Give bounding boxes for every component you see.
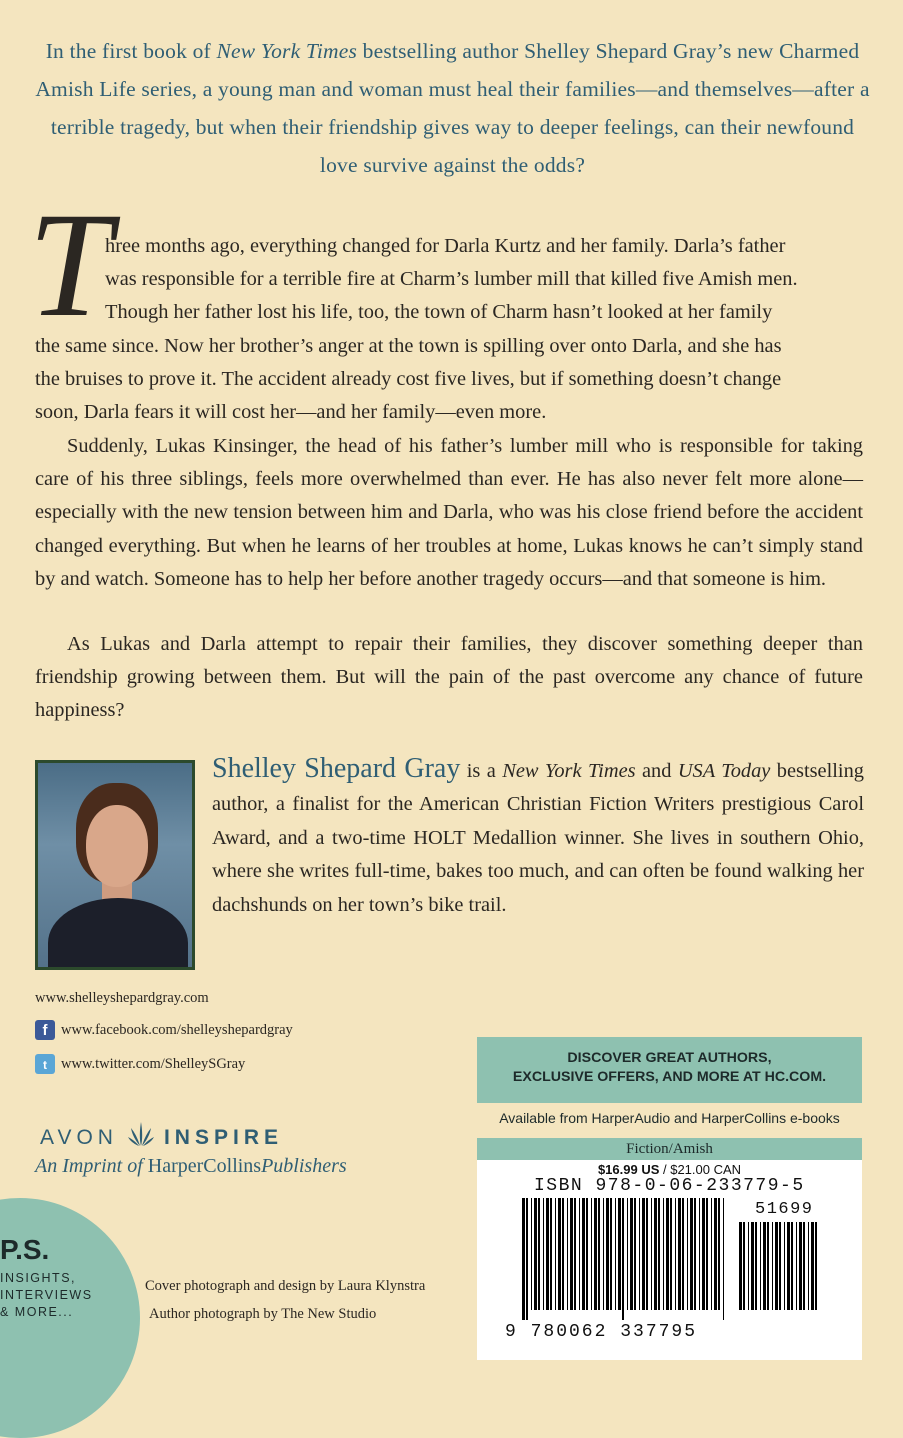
twitter-row xyxy=(35,1054,293,1074)
barcode-bar xyxy=(811,1222,814,1310)
drop-cap: T xyxy=(28,182,112,348)
barcode-bar xyxy=(763,1222,766,1310)
barcode-bar xyxy=(743,1222,745,1310)
barcode-bar xyxy=(615,1198,616,1310)
barcode-bar xyxy=(687,1198,688,1310)
avon-wordmark: AVON xyxy=(40,1125,118,1149)
bio-usa-today: USA Today xyxy=(677,760,771,782)
ps-line: & MORE... xyxy=(0,1305,74,1319)
twitter-icon: t xyxy=(35,1054,55,1074)
facebook-icon: f xyxy=(35,1020,55,1040)
barcode-bar xyxy=(579,1198,580,1310)
barcode-bar xyxy=(630,1198,633,1310)
barcode-bar xyxy=(755,1222,757,1310)
barcode-bar xyxy=(815,1222,817,1310)
barcode-bar xyxy=(610,1198,612,1310)
ps-line: INSIGHTS, xyxy=(0,1271,77,1285)
author-photo-body xyxy=(48,898,188,970)
barcode-bar xyxy=(606,1198,609,1310)
bio-nyt: New York Times xyxy=(502,760,636,782)
barcode-bar xyxy=(651,1198,652,1310)
barcode-bar xyxy=(718,1198,720,1310)
barcode-bar xyxy=(574,1198,576,1310)
ps-line: INTERVIEWS xyxy=(0,1288,93,1302)
barcode-bar xyxy=(567,1198,568,1310)
barcode-bar xyxy=(531,1198,532,1310)
author-name: Shelley Shepard Gray xyxy=(212,753,461,784)
twitter-link[interactable]: www.twitter.com/ShelleySGray xyxy=(61,1056,246,1072)
barcode-bar xyxy=(775,1222,778,1310)
barcode-bar xyxy=(751,1222,754,1310)
barcode-bar xyxy=(534,1198,537,1310)
paragraph-one-line: hree months ago, everything changed for Darla Kurtz and her family. Darla’s father xyxy=(105,235,786,257)
bio-text: is a xyxy=(460,760,503,782)
barcode-bar xyxy=(558,1198,561,1310)
barcode-bar xyxy=(799,1222,802,1310)
barcode-bar xyxy=(582,1198,585,1310)
imprint-harpercollins: HarperCollins xyxy=(147,1155,262,1177)
website-link[interactable]: www.shelleyshepardgray.com xyxy=(35,990,209,1006)
promo-box xyxy=(477,1037,862,1103)
barcode-bar xyxy=(526,1198,528,1320)
barcode-bar xyxy=(543,1198,544,1310)
price-can: / $21.00 CAN xyxy=(659,1162,742,1177)
barcode-bar xyxy=(739,1222,742,1310)
barcode-bar xyxy=(675,1198,676,1310)
paragraph-one xyxy=(35,230,863,429)
barcode-bar xyxy=(586,1198,588,1310)
barcode-bar xyxy=(694,1198,696,1310)
barcode-bar xyxy=(706,1198,708,1310)
barcode-bar xyxy=(714,1198,717,1310)
barcode-bar xyxy=(646,1198,648,1310)
photo-credits xyxy=(145,1272,425,1328)
barcode-bar xyxy=(699,1198,700,1310)
barcode-bar xyxy=(663,1198,664,1310)
barcode-bar xyxy=(654,1198,657,1310)
author-photo-credit: Author photograph by The New Studio xyxy=(149,1306,377,1322)
bio-text: bestselling author, a finalist for the American Christian Fiction Writers prestigious Carol Award, and a two-time HOLT Medallion winner. She lives in southern Ohio, where she writes full-time, bakes too much, and can often be found walking her dachshunds on her town’s bike trail. xyxy=(212,760,864,916)
barcode-bar xyxy=(627,1198,628,1310)
barcode-bar xyxy=(598,1198,600,1310)
barcode-bar xyxy=(562,1198,564,1310)
price-us: $16.99 US xyxy=(597,1162,660,1177)
isbn-text: ISBN 978-0-06-233779-5 xyxy=(534,1176,805,1196)
barcode-bar xyxy=(678,1198,681,1310)
intro-blurb xyxy=(30,32,875,184)
intro-text-end: bestselling author Shelley Shepard Gray’s new Charmed Amish Life series, a young man and woman must heal their families—and themselves—after a terrible tragedy, but when their friendship gives way to deeper feelings, can their newfound love survive against the odds? xyxy=(35,39,870,177)
barcode-bar xyxy=(666,1198,669,1310)
ps-title: P.S. xyxy=(0,1234,50,1265)
imprint-line xyxy=(35,1155,347,1178)
leaf-logo-icon xyxy=(128,1120,154,1155)
barcode-bar xyxy=(658,1198,660,1310)
website-row xyxy=(35,988,293,1008)
barcode-bar xyxy=(570,1198,573,1310)
barcode-bar xyxy=(779,1222,781,1310)
barcode-bar xyxy=(808,1222,809,1310)
barcode-bar xyxy=(622,1198,624,1320)
barcode-bar xyxy=(760,1222,761,1310)
genre-label: Fiction/Amish xyxy=(477,1138,862,1160)
barcode-bar xyxy=(546,1198,549,1310)
paragraph-one-line: the bruises to prove it. The accident already cost five lives, but if something doesn’t change xyxy=(35,367,782,390)
availability-note: Available from HarperAudio and HarperCollins e-books xyxy=(499,1110,840,1126)
facebook-row xyxy=(35,1020,293,1040)
paragraph-three: As Lukas and Darla attempt to repair their families, they discover something deeper than friendship growing between them. But will the pain of the past overcome any chance of future happiness? xyxy=(35,633,863,722)
publisher-logo xyxy=(40,1120,283,1155)
author-photo-face xyxy=(86,805,148,887)
author-bio xyxy=(212,752,864,922)
barcode-bar xyxy=(603,1198,604,1310)
barcode-bar xyxy=(796,1222,797,1310)
paragraph-one-line: soon, Darla fears it will cost her—and her family—even more. xyxy=(35,401,547,424)
promo-line: DISCOVER GREAT AUTHORS, xyxy=(567,1050,772,1066)
barcode-bar xyxy=(550,1198,552,1310)
barcode-bar xyxy=(618,1198,621,1310)
barcode-number: 9 780062 337795 xyxy=(505,1322,698,1342)
paragraph-one-line: Though her father lost his life, too, the town of Charm hasn’t looked at her family xyxy=(105,301,773,324)
barcode-bar xyxy=(784,1222,785,1310)
barcode-bar xyxy=(748,1222,749,1310)
barcode-bar xyxy=(791,1222,793,1310)
barcode-bar xyxy=(522,1198,525,1320)
paragraph-one-line: the same since. Now her brother’s anger at the town is spilling over onto Darla, and she has xyxy=(35,334,782,357)
ps-text xyxy=(0,1270,93,1321)
barcode-bar xyxy=(711,1198,712,1310)
barcode-bar xyxy=(723,1198,724,1320)
promo-line: EXCLUSIVE OFFERS, AND MORE AT HC.COM. xyxy=(512,1069,827,1085)
cover-credit: Cover photograph and design by Laura Klynstra xyxy=(145,1278,426,1294)
barcode-bar xyxy=(702,1198,705,1310)
imprint-text: An Imprint of xyxy=(35,1155,148,1177)
imprint-publishers: Publishers xyxy=(261,1155,347,1177)
intro-nyt-title: New York Times xyxy=(216,39,358,63)
barcode-bar xyxy=(670,1198,672,1310)
barcode-bar xyxy=(591,1198,592,1310)
barcode-bar xyxy=(803,1222,805,1310)
facebook-link[interactable]: www.facebook.com/shelleyshepardgray xyxy=(61,1022,293,1038)
barcode-bar xyxy=(639,1198,640,1310)
author-links xyxy=(35,988,293,1074)
barcode-bar xyxy=(634,1198,636,1310)
barcode-bar xyxy=(555,1198,556,1310)
barcode-bar xyxy=(594,1198,597,1310)
intro-text-start: In the first book of xyxy=(45,39,217,63)
paragraph-one-line: was responsible for a terrible fire at Charm’s lumber mill that killed five Amish men. xyxy=(105,268,798,291)
barcode-bar xyxy=(690,1198,693,1310)
inspire-wordmark: INSPIRE xyxy=(163,1125,283,1149)
barcode-bar xyxy=(767,1222,769,1310)
barcode-bar xyxy=(538,1198,540,1310)
price-addon-code: 51699 xyxy=(755,1200,814,1219)
barcode-bar xyxy=(642,1198,645,1310)
paragraph-two: Suddenly, Lukas Kinsinger, the head of his father’s lumber mill who is responsible for taking care of his three siblings, feels more overwhelmed than ever. He has also never felt more alone—especially with the new tension between him and Darla, who was his close friend before the accident changed everything. But when he learns of her troubles at home, Lukas knows he can’t simply stand by and watch. Someone has to help her before another tragedy occurs—and that someone is him. xyxy=(35,435,863,590)
bio-text: and xyxy=(635,760,678,782)
barcode-bar xyxy=(772,1222,773,1310)
barcode-box xyxy=(477,1160,862,1360)
author-photo xyxy=(35,760,195,970)
barcode-bar xyxy=(682,1198,684,1310)
barcode-bar xyxy=(787,1222,790,1310)
